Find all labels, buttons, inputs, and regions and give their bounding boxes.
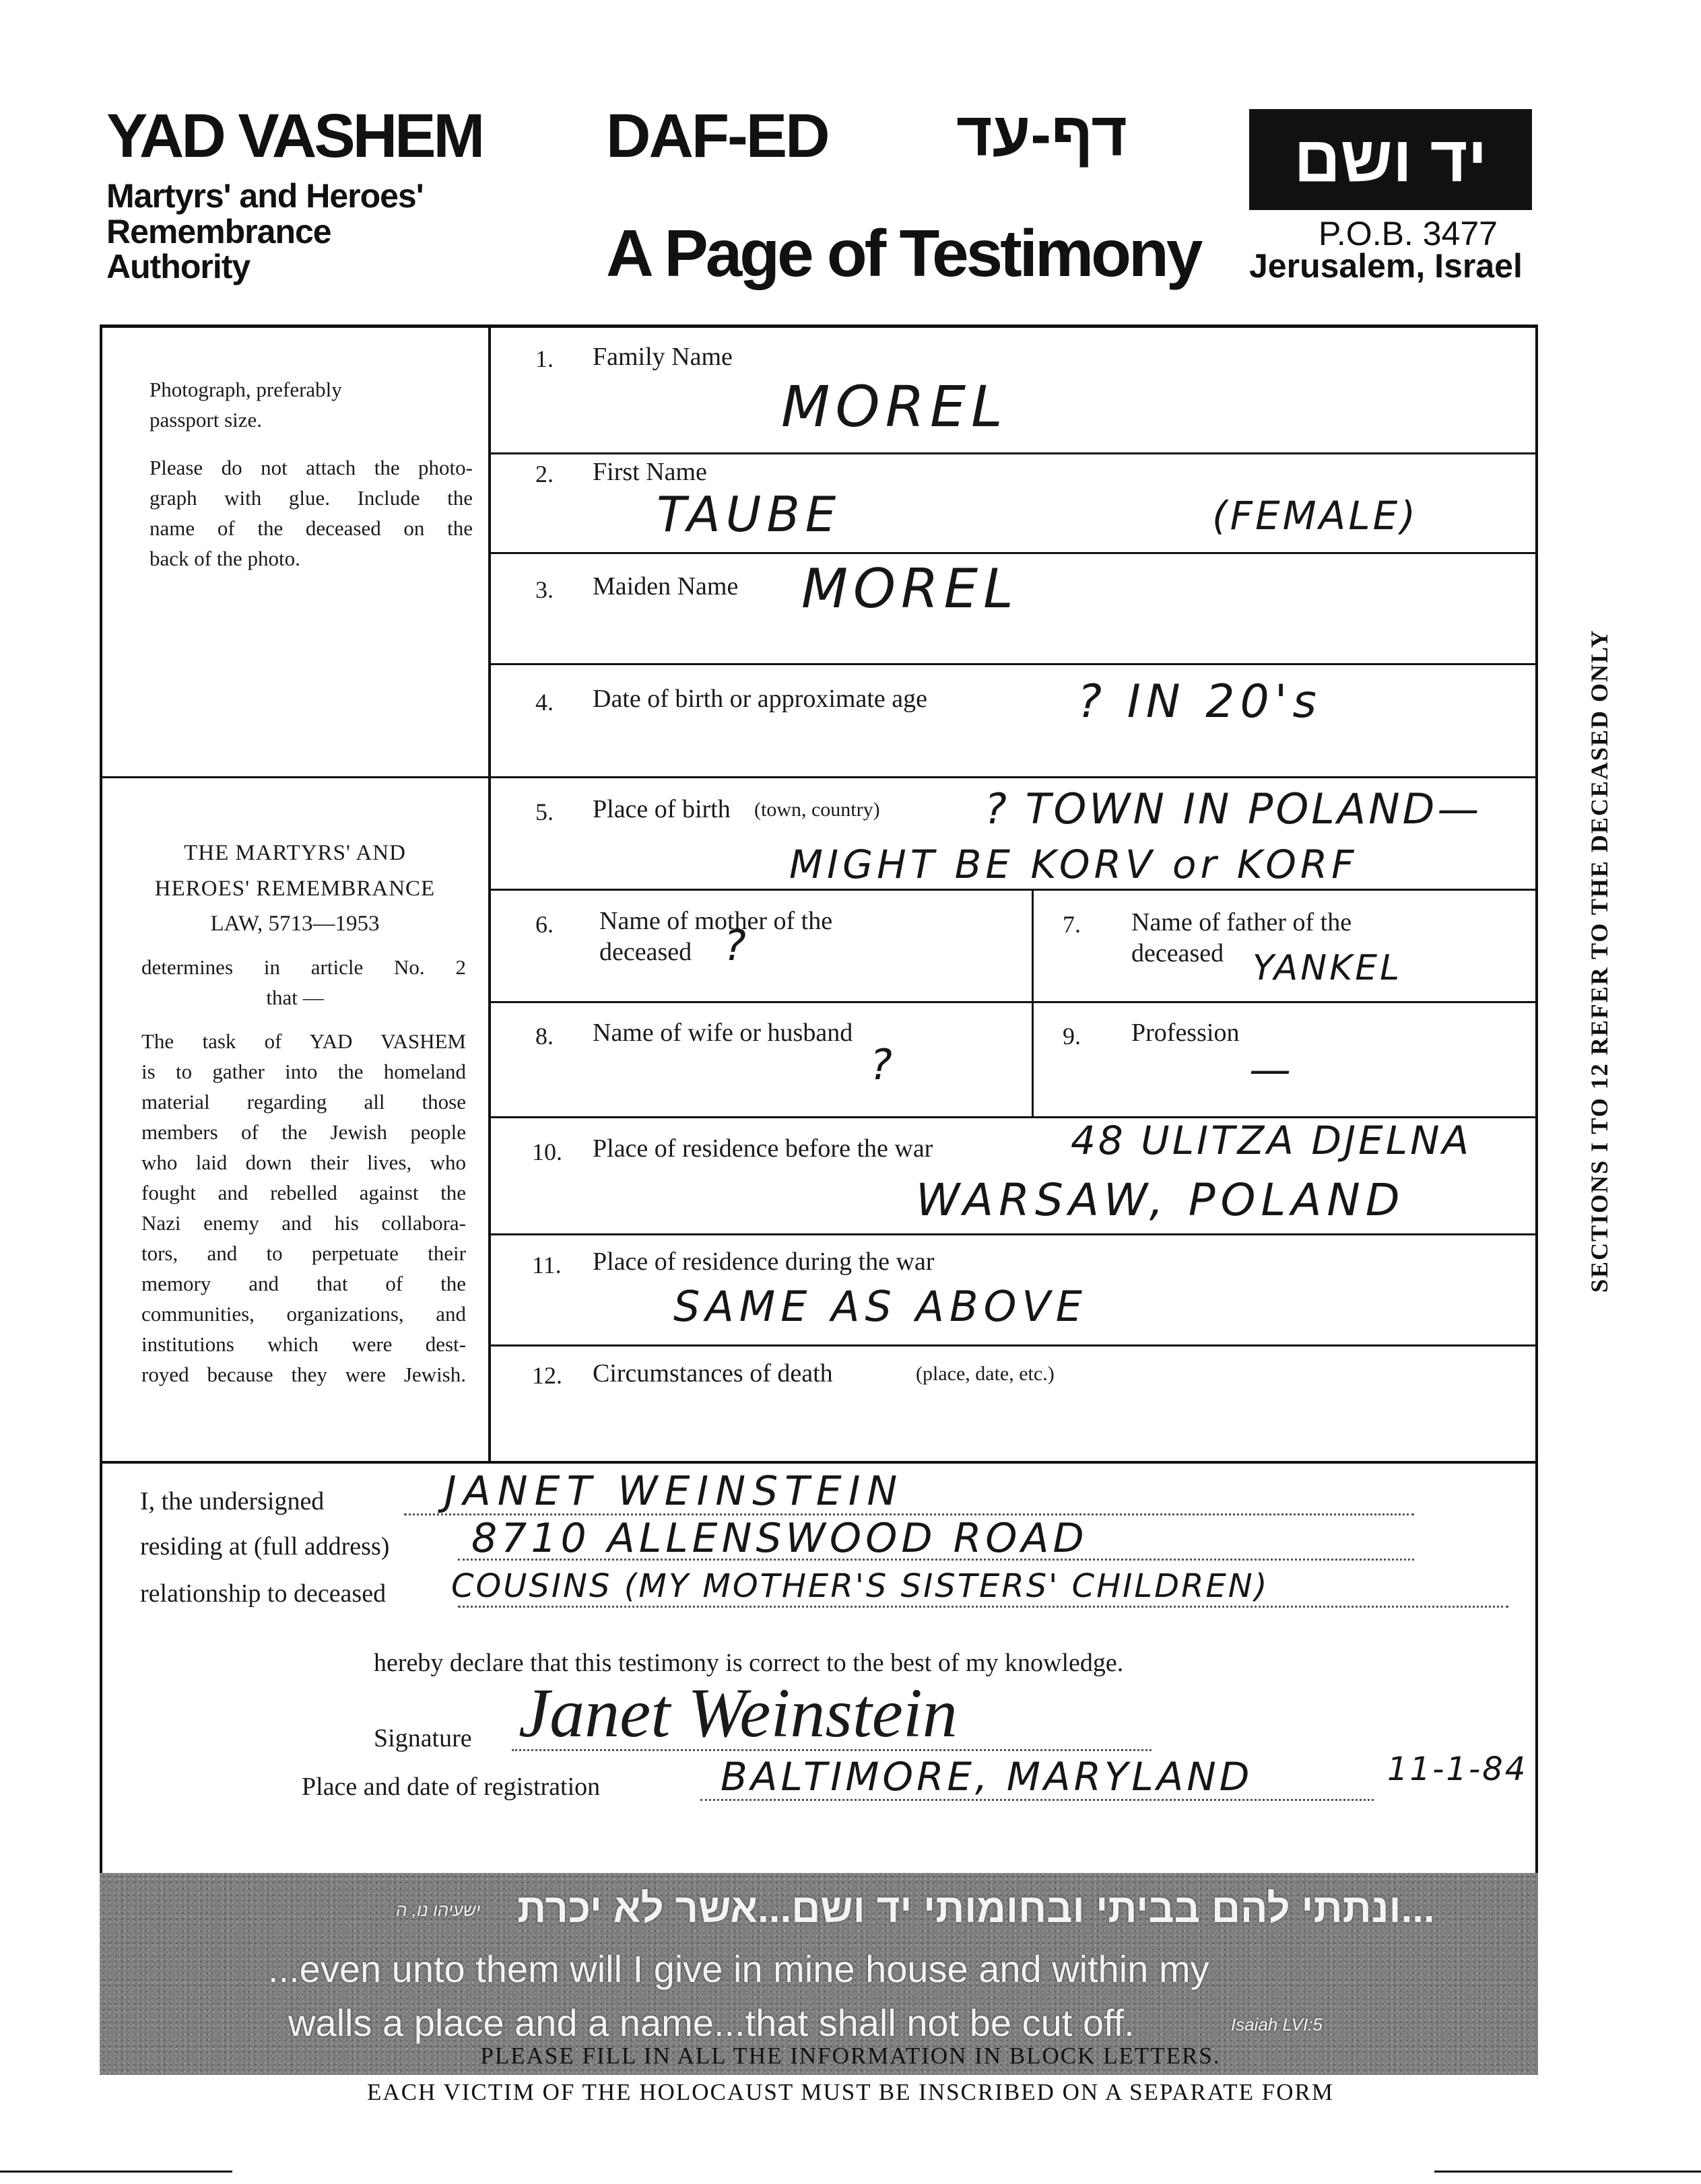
signature-label: Signature	[374, 1724, 472, 1752]
footer-instruction-2: EACH VICTIM OF THE HOLOCAUST MUST BE INSCRIBED ON A SEPARATE FORM	[367, 2079, 1334, 2105]
footer-instruction-1: PLEASE FILL IN ALL THE INFORMATION IN BLOCK LETTERS.	[480, 2043, 1221, 2069]
banner-hebrew-quote: ...ונתתי להם בביתי ובחומותי יד ושם...אשר לא יכרת	[517, 1886, 1435, 1931]
spouse-name-label: Name of wife or husband	[593, 1019, 853, 1047]
sections-side-note: SECTIONS I TO 12 REFER TO THE DECEASED ONLY	[1586, 629, 1613, 1293]
photo-instr-line: back of the photo.	[149, 547, 300, 570]
residence-during-value[interactable]: SAME AS ABOVE	[673, 1282, 1088, 1331]
birth-place-label: Place of birth	[593, 795, 731, 823]
field-3-number: 3.	[535, 576, 554, 603]
bottom-edge-line-left	[0, 2171, 232, 2173]
law-intro-2: that —	[266, 986, 324, 1009]
photo-instr-line: Please do not attach the photo-	[149, 456, 473, 479]
residence-before-label: Place of residence before the war	[593, 1134, 933, 1163]
signature-value[interactable]: Janet Weinstein	[519, 1674, 958, 1752]
birth-place-value-line1[interactable]: ? TOWN IN POLAND—	[985, 784, 1482, 833]
law-text-line: institutions which were dest-	[141, 1332, 466, 1356]
law-text-line: Nazi enemy and his collabora-	[141, 1211, 466, 1235]
mother-name-value[interactable]: ?	[724, 921, 752, 970]
photo-caption-2: passport size.	[149, 408, 263, 432]
law-title-1: THE MARTYRS' AND	[184, 841, 406, 865]
field-4-number: 4.	[535, 689, 554, 716]
profession-value[interactable]: —	[1249, 1045, 1296, 1094]
law-text-line: fought and rebelled against the	[141, 1181, 466, 1204]
death-circumstances-label: Circumstances of death	[593, 1359, 833, 1388]
residence-during-label: Place of residence during the war	[593, 1248, 935, 1276]
undersigned-label: I, the undersigned	[140, 1487, 325, 1515]
banner-english-line2: walls a place and a name...that shall not be cut off.	[288, 2002, 1135, 2044]
residence-before-value-line1[interactable]: 48 ULITZA DJELNA	[1071, 1118, 1472, 1163]
law-intro-1: determines in article No. 2	[141, 955, 466, 979]
law-text-line: material regarding all those	[141, 1090, 466, 1114]
law-title-3: LAW, 5713—1953	[210, 912, 380, 936]
law-text	[141, 1026, 466, 1390]
declaration-statement: hereby declare that this testimony is correct to the best of my knowledge.	[374, 1649, 1124, 1677]
birth-place-hint: (town, country)	[754, 798, 880, 821]
field-7-number: 7.	[1063, 911, 1081, 938]
death-circumstances-hint: (place, date, etc.)	[916, 1363, 1055, 1385]
banner-english-ref: Isaiah LVI:5	[1231, 2014, 1323, 2035]
field-12-number: 12.	[532, 1362, 562, 1389]
row6-7-divider	[1032, 889, 1034, 1116]
city-address: Jerusalem, Israel	[1249, 247, 1523, 285]
maiden-name-label: Maiden Name	[593, 572, 739, 601]
law-text-line: communities, organizations, and	[141, 1302, 466, 1326]
field-9-number: 9.	[1063, 1023, 1081, 1050]
row-sep-4	[488, 776, 1537, 778]
org-subtitle-3: Authority	[106, 248, 251, 285]
place-date-label: Place and date of registration	[302, 1773, 601, 1801]
birth-date-label: Date of birth or approximate age	[593, 685, 927, 713]
org-subtitle-1: Martyrs' and Heroes'	[106, 177, 424, 215]
row-sep-1	[488, 452, 1537, 454]
law-text-line: The task of YAD VASHEM	[141, 1029, 466, 1053]
photo-box-bottom	[100, 776, 490, 778]
daf-ed-title: DAF-ED	[606, 102, 828, 170]
form-top-border	[100, 325, 1538, 328]
mother-name-label-2: deceased	[599, 938, 692, 966]
org-name: YAD VASHEM	[106, 102, 483, 170]
field-5-number: 5.	[535, 798, 554, 825]
photo-instr-line: name of the deceased on the	[149, 516, 473, 540]
residence-before-value-line2[interactable]: WARSAW, POLAND	[916, 1174, 1405, 1226]
father-name-label-1: Name of father of the	[1131, 908, 1352, 936]
photo-instructions	[149, 452, 473, 574]
field-10-number: 10.	[532, 1138, 562, 1165]
law-text-line: tors, and to perpetuate their	[141, 1241, 466, 1265]
row-sep-3	[488, 663, 1537, 665]
pob-address: P.O.B. 3477	[1319, 215, 1498, 252]
family-name-value[interactable]: MOREL	[781, 374, 1008, 440]
photo-caption-1: Photograph, preferably	[149, 378, 342, 401]
spouse-name-value[interactable]: ?	[870, 1040, 898, 1089]
law-text-line: royed because they were Jewish.	[141, 1363, 466, 1386]
law-title-2: HEROES' REMEMBRANCE	[154, 877, 436, 901]
logo-hebrew-text: יד ושם	[1294, 123, 1488, 195]
form-right-border	[1535, 325, 1538, 2075]
first-name-label: First Name	[593, 458, 707, 486]
maiden-name-value[interactable]: MOREL	[801, 557, 1019, 620]
field-11-number: 11.	[532, 1252, 562, 1278]
address-value[interactable]: 8710 ALLENSWOOD ROAD	[471, 1515, 1088, 1562]
field-8-number: 8.	[535, 1023, 554, 1050]
row-sep-6	[488, 1001, 1537, 1003]
form-middle-divider	[100, 1461, 1538, 1464]
registration-place-value[interactable]: BALTIMORE, MARYLAND	[721, 1754, 1253, 1800]
hebrew-dafed-title: דף-עד	[956, 100, 1127, 169]
father-name-value[interactable]: YANKEL	[1253, 948, 1403, 988]
undersigned-value[interactable]: JANET WEINSTEIN	[444, 1468, 904, 1515]
field-2-number: 2.	[535, 460, 554, 487]
law-text-line: members of the Jewish people	[141, 1120, 466, 1144]
row-sep-2	[488, 552, 1537, 554]
birth-place-value-line2[interactable]: MIGHT BE KORV or KORF	[789, 842, 1358, 887]
yad-vashem-logo	[1249, 109, 1532, 210]
org-subtitle-2: Remembrance	[106, 213, 331, 250]
row-sep-9	[488, 1344, 1537, 1346]
relationship-label: relationship to deceased	[140, 1579, 387, 1608]
birth-date-value[interactable]: ? IN 20's	[1077, 675, 1322, 728]
field-6-number: 6.	[535, 911, 554, 938]
banner-english-line1: ...even unto them will I give in mine house and within my	[268, 1948, 1209, 1990]
law-text-line: memory and that of the	[141, 1272, 466, 1295]
row-sep-8	[488, 1233, 1537, 1235]
bottom-edge-line-right	[1434, 2171, 1701, 2173]
law-text-line: who laid down their lives, who	[141, 1151, 466, 1174]
field-1-number: 1.	[535, 345, 554, 372]
row-sep-5	[488, 889, 1537, 891]
page-title: A Page of Testimony	[606, 216, 1201, 290]
gender-note: (FEMALE)	[1212, 493, 1418, 539]
registration-date-value[interactable]: 11-1-84	[1387, 1750, 1528, 1788]
first-name-value[interactable]: TAUBE	[657, 486, 842, 543]
family-name-label: Family Name	[593, 343, 733, 371]
father-name-label-2: deceased	[1131, 939, 1224, 967]
relationship-line	[458, 1606, 1508, 1608]
form-left-border	[100, 325, 102, 2075]
profession-label: Profession	[1131, 1019, 1240, 1047]
law-text-line: is to gather into the homeland	[141, 1060, 466, 1083]
address-label: residing at (full address)	[140, 1532, 390, 1561]
photo-instr-line: graph with glue. Include the	[149, 486, 473, 510]
banner-hebrew-ref: ישעיהו נו, ה	[396, 1900, 481, 1920]
mother-name-label-1: Name of mother of the	[599, 907, 833, 935]
relationship-value[interactable]: COUSINS (MY MOTHER'S SISTERS' CHILDREN)	[451, 1567, 1269, 1605]
